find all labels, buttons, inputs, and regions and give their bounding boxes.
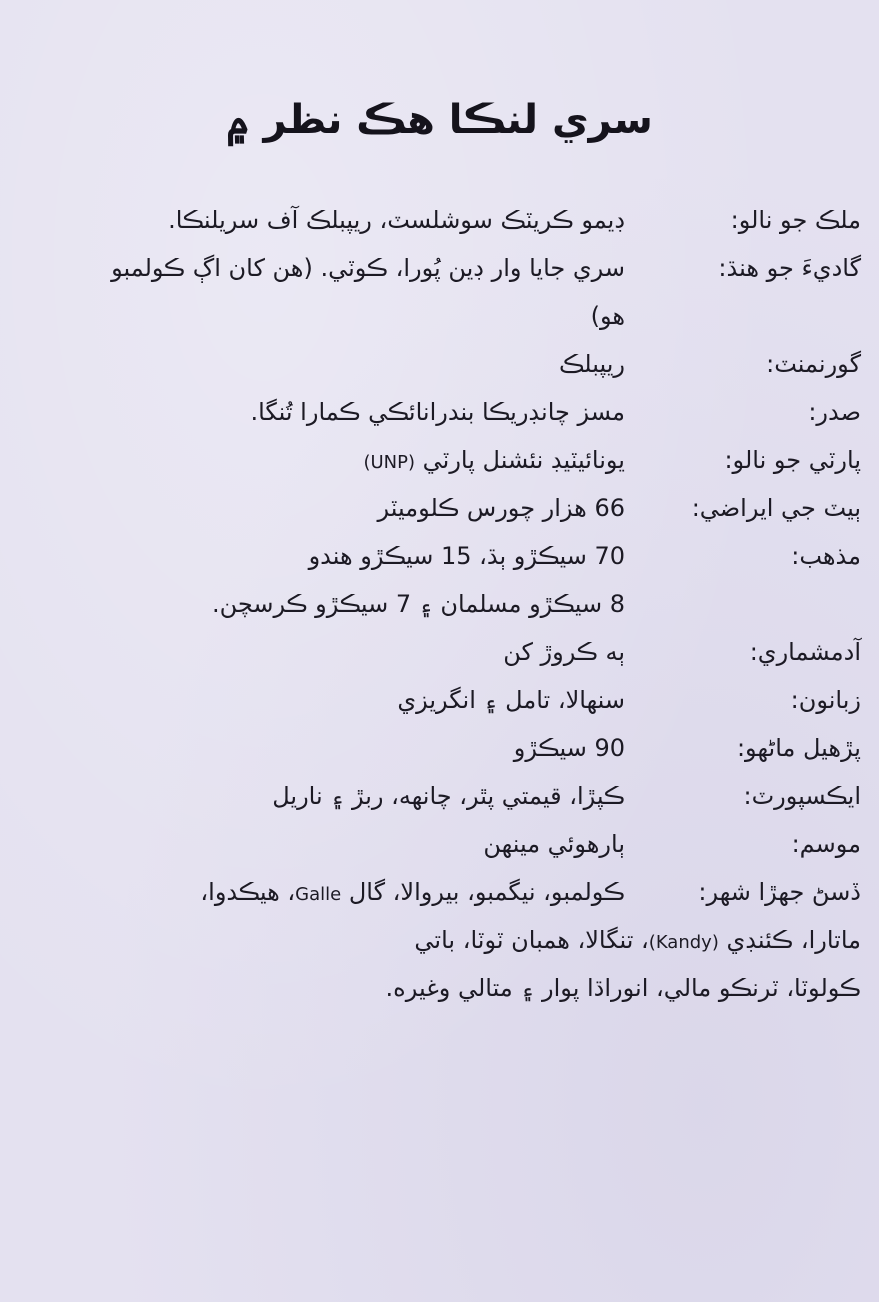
label-climate: موسم: xyxy=(791,830,861,858)
value-cities-line-2-a: ماتارا، ڪئنڊي xyxy=(726,926,861,954)
value-cities-line-2 xyxy=(21,916,861,967)
label-exports: ايڪسپورٽ: xyxy=(743,782,861,810)
value-cities-galle: Galle xyxy=(295,884,342,905)
label-literacy: پڙهيل ماڻهو: xyxy=(736,734,861,762)
value-cities-line-3: ڪولوٽا، ٽرنڪو مالي، انوراڌا پوار ۽ متالي وغيره. xyxy=(385,974,861,1002)
value-capital xyxy=(25,244,625,340)
value-climate: ٻارهوئي مينهن xyxy=(483,830,625,858)
label-cities: ڏسڻ جهڙا شهر: xyxy=(698,878,861,906)
value-party-abbr: (UNP) xyxy=(363,452,415,473)
page-title: سري لنڪا هڪ نظر ۾ xyxy=(226,97,653,143)
value-government: ريپبلڪ xyxy=(559,350,625,378)
value-cities-line-1-a: ڪولمبو، نيگمبو، بيروالا، گال xyxy=(348,878,625,906)
value-capital-line-2: هو) xyxy=(590,302,625,330)
label-president: صدر: xyxy=(808,398,861,426)
value-area: 66 هزار چورس ڪلوميٽر xyxy=(377,494,625,522)
value-capital-line-1: سري جايا وار ڊين پُورا، ڪوٽي. (هن کان اڳ ڪولمبو xyxy=(111,254,625,282)
value-religion xyxy=(25,532,625,628)
value-population: ٻه ڪروڙ کن xyxy=(503,638,625,666)
value-party-name: يونائيٽيڊ نئشنل پارٽي xyxy=(422,446,625,474)
value-cities-kandy: (Kandy) xyxy=(648,932,719,953)
value-literacy: 90 سيڪڙو xyxy=(513,734,625,762)
label-party: پارٽي جو نالو: xyxy=(724,446,861,474)
value-exports: ڪپڙا، قيمتي پٿر، چانهه، ربڙ ۽ ناريل xyxy=(272,782,625,810)
value-country-name: ڊيمو ڪريٽڪ سوشلسٽ، ريپبلڪ آف سريلنڪا. xyxy=(168,206,625,234)
value-languages: سنهالا، تامل ۽ انگريزي xyxy=(397,686,625,714)
label-area: ٻيٽ جي ايراضي: xyxy=(691,494,861,522)
label-languages: زبانون: xyxy=(790,686,861,714)
value-religion-line-1: 70 سيڪڙو ٻڌ، 15 سيڪڙو هندو xyxy=(308,542,625,570)
value-cities-line-1 xyxy=(0,868,625,919)
label-government: گورنمنٽ: xyxy=(766,350,861,378)
label-population: آدمشماري: xyxy=(749,638,861,666)
value-cities-line-1-b: ، هيڪدوا، xyxy=(200,878,296,906)
value-cities-line-2-b: ، تنگالا، همبان ٽوٽا، باتي xyxy=(414,926,649,954)
value-religion-line-2: 8 سيڪڙو مسلمان ۽ 7 سيڪڙو ڪرسچن. xyxy=(211,590,625,618)
value-party xyxy=(25,436,625,487)
label-country-name: ملڪ جو نالو: xyxy=(730,206,861,234)
value-president: مسز چانڊريڪا بندرانائڪي ڪمارا تُنگا. xyxy=(250,398,625,426)
label-religion: مذهب: xyxy=(791,542,861,570)
label-capital: گاديءَ جو هنڌ: xyxy=(718,254,861,282)
